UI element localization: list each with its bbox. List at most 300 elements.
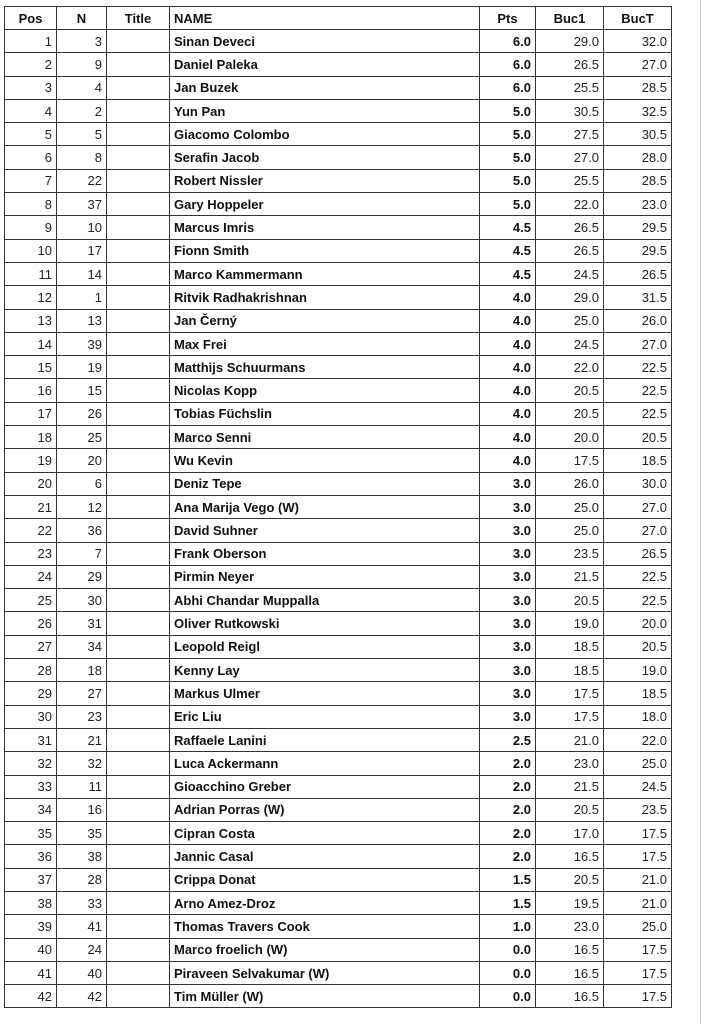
cell-name: Serafin Jacob [170,146,480,169]
cell-pts: 2.0 [480,775,536,798]
cell-pts: 0.0 [480,985,536,1008]
cell-title [107,472,170,495]
cell-pos: 16 [5,379,57,402]
table-row [5,542,672,565]
cell-title [107,239,170,262]
cell-buct: 17.5 [604,845,672,868]
cell-title [107,146,170,169]
table-row [5,752,672,775]
cell-buc1: 20.5 [536,589,604,612]
table-row [5,146,672,169]
table-row [5,798,672,821]
cell-name: Wu Kevin [170,449,480,472]
table-row [5,845,672,868]
cell-buc1: 18.5 [536,659,604,682]
cell-name: Max Frei [170,332,480,355]
cell-n: 34 [57,635,107,658]
table-row [5,612,672,635]
table-row [5,868,672,891]
cell-title [107,53,170,76]
cell-n: 33 [57,891,107,914]
table-row [5,239,672,262]
table-row [5,682,672,705]
cell-title [107,891,170,914]
cell-name: David Suhner [170,519,480,542]
cell-title [107,99,170,122]
cell-buct: 31.5 [604,286,672,309]
cell-pts: 4.0 [480,379,536,402]
cell-title [107,449,170,472]
cell-n: 13 [57,309,107,332]
cell-n: 2 [57,99,107,122]
cell-name: Ritvik Radhakrishnan [170,286,480,309]
cell-buc1: 25.5 [536,76,604,99]
cell-title [107,426,170,449]
cell-n: 8 [57,146,107,169]
cell-name: Giacomo Colombo [170,123,480,146]
cell-name: Jan Černý [170,309,480,332]
cell-name: Oliver Rutkowski [170,612,480,635]
cell-buct: 25.0 [604,752,672,775]
cell-pts: 4.0 [480,449,536,472]
cell-pos: 20 [5,472,57,495]
page-edge-rule [700,0,701,1024]
cell-title [107,752,170,775]
table-row [5,216,672,239]
cell-title [107,309,170,332]
cell-n: 16 [57,798,107,821]
cell-pts: 4.5 [480,239,536,262]
cell-name: Luca Ackermann [170,752,480,775]
cell-pos: 2 [5,53,57,76]
cell-buct: 19.0 [604,659,672,682]
cell-buct: 28.5 [604,76,672,99]
cell-name: Jannic Casal [170,845,480,868]
cell-pts: 4.0 [480,286,536,309]
cell-n: 29 [57,565,107,588]
cell-buct: 22.5 [604,356,672,379]
cell-buct: 26.5 [604,262,672,285]
cell-pts: 3.0 [480,495,536,518]
standings-table [4,6,672,1008]
cell-pos: 29 [5,682,57,705]
cell-buc1: 20.0 [536,426,604,449]
cell-pts: 3.0 [480,635,536,658]
cell-buc1: 20.5 [536,798,604,821]
cell-title [107,635,170,658]
cell-pos: 17 [5,402,57,425]
cell-n: 31 [57,612,107,635]
cell-title [107,379,170,402]
cell-name: Daniel Paleka [170,53,480,76]
cell-name: Marco Kammermann [170,262,480,285]
cell-title [107,402,170,425]
cell-name: Nicolas Kopp [170,379,480,402]
cell-name: Adrian Porras (W) [170,798,480,821]
cell-buct: 20.5 [604,426,672,449]
cell-pts: 0.0 [480,938,536,961]
cell-pos: 26 [5,612,57,635]
cell-pos: 30 [5,705,57,728]
cell-pos: 3 [5,76,57,99]
cell-title [107,495,170,518]
cell-pos: 40 [5,938,57,961]
cell-name: Tim Müller (W) [170,985,480,1008]
cell-buct: 29.5 [604,216,672,239]
cell-name: Frank Oberson [170,542,480,565]
cell-pos: 8 [5,193,57,216]
cell-pts: 2.0 [480,798,536,821]
cell-buct: 26.5 [604,542,672,565]
cell-name: Markus Ulmer [170,682,480,705]
cell-title [107,845,170,868]
cell-buc1: 24.5 [536,332,604,355]
cell-buc1: 25.0 [536,495,604,518]
cell-title [107,332,170,355]
cell-buct: 26.0 [604,309,672,332]
cell-pts: 3.0 [480,542,536,565]
cell-title [107,589,170,612]
table-row [5,635,672,658]
cell-n: 40 [57,961,107,984]
cell-n: 42 [57,985,107,1008]
cell-n: 41 [57,915,107,938]
cell-pts: 4.5 [480,216,536,239]
cell-buc1: 23.0 [536,915,604,938]
cell-pos: 32 [5,752,57,775]
cell-name: Fionn Smith [170,239,480,262]
cell-n: 11 [57,775,107,798]
cell-pos: 35 [5,822,57,845]
cell-name: Marco froelich (W) [170,938,480,961]
cell-pos: 24 [5,565,57,588]
table-row [5,286,672,309]
cell-n: 26 [57,402,107,425]
cell-buct: 27.0 [604,332,672,355]
cell-pos: 38 [5,891,57,914]
table-row [5,705,672,728]
cell-buct: 17.5 [604,961,672,984]
cell-pos: 21 [5,495,57,518]
cell-pts: 3.0 [480,705,536,728]
cell-buc1: 17.5 [536,449,604,472]
cell-buc1: 16.5 [536,938,604,961]
cell-buct: 32.5 [604,99,672,122]
cell-title [107,30,170,53]
cell-buct: 27.0 [604,495,672,518]
cell-name: Kenny Lay [170,659,480,682]
cell-name: Raffaele Lanini [170,728,480,751]
cell-n: 32 [57,752,107,775]
table-row [5,822,672,845]
cell-buct: 30.0 [604,472,672,495]
cell-pts: 0.0 [480,961,536,984]
header-row [5,7,672,30]
cell-title [107,682,170,705]
cell-n: 39 [57,332,107,355]
cell-name: Ana Marija Vego (W) [170,495,480,518]
cell-buct: 17.5 [604,938,672,961]
cell-n: 17 [57,239,107,262]
cell-pts: 3.0 [480,565,536,588]
cell-title [107,985,170,1008]
cell-pos: 5 [5,123,57,146]
cell-buct: 32.0 [604,30,672,53]
cell-buc1: 25.0 [536,309,604,332]
cell-pts: 5.0 [480,169,536,192]
cell-n: 15 [57,379,107,402]
table-row [5,309,672,332]
table-row [5,728,672,751]
cell-buc1: 25.0 [536,519,604,542]
cell-title [107,868,170,891]
cell-buct: 22.5 [604,402,672,425]
cell-buc1: 23.5 [536,542,604,565]
table-row [5,659,672,682]
table-row [5,589,672,612]
cell-buct: 20.0 [604,612,672,635]
cell-pos: 42 [5,985,57,1008]
cell-name: Marcus Imris [170,216,480,239]
cell-name: Abhi Chandar Muppalla [170,589,480,612]
table-row [5,519,672,542]
table-row [5,332,672,355]
table-row [5,985,672,1008]
table-row [5,938,672,961]
cell-buc1: 30.5 [536,99,604,122]
cell-n: 12 [57,495,107,518]
cell-pts: 1.5 [480,868,536,891]
cell-pts: 1.0 [480,915,536,938]
cell-name: Cipran Costa [170,822,480,845]
cell-pos: 12 [5,286,57,309]
cell-name: Leopold Reigl [170,635,480,658]
cell-buct: 18.5 [604,682,672,705]
cell-pts: 2.0 [480,845,536,868]
cell-n: 22 [57,169,107,192]
cell-pts: 4.0 [480,402,536,425]
cell-title [107,915,170,938]
cell-buc1: 26.5 [536,216,604,239]
cell-n: 28 [57,868,107,891]
cell-name: Robert Nissler [170,169,480,192]
cell-title [107,169,170,192]
cell-pts: 3.0 [480,682,536,705]
cell-pts: 3.0 [480,472,536,495]
table-row [5,426,672,449]
cell-buc1: 17.5 [536,705,604,728]
cell-pos: 19 [5,449,57,472]
cell-pts: 6.0 [480,76,536,99]
cell-buc1: 17.5 [536,682,604,705]
cell-buc1: 22.0 [536,356,604,379]
table-row [5,262,672,285]
cell-buct: 21.0 [604,868,672,891]
cell-n: 23 [57,705,107,728]
cell-title [107,798,170,821]
table-row [5,915,672,938]
table-row [5,30,672,53]
cell-pts: 5.0 [480,123,536,146]
column-header-n: N [57,7,107,30]
cell-pts: 5.0 [480,193,536,216]
cell-title [107,961,170,984]
table-row [5,193,672,216]
cell-pos: 15 [5,356,57,379]
cell-pos: 10 [5,239,57,262]
cell-pts: 3.0 [480,589,536,612]
cell-name: Marco Senni [170,426,480,449]
cell-n: 4 [57,76,107,99]
cell-buc1: 21.0 [536,728,604,751]
cell-pos: 25 [5,589,57,612]
cell-title [107,76,170,99]
cell-title [107,612,170,635]
cell-buc1: 22.0 [536,193,604,216]
cell-buc1: 24.5 [536,262,604,285]
cell-pos: 39 [5,915,57,938]
cell-pts: 4.0 [480,309,536,332]
cell-name: Yun Pan [170,99,480,122]
cell-pos: 28 [5,659,57,682]
cell-pts: 3.0 [480,659,536,682]
cell-pos: 33 [5,775,57,798]
cell-buct: 22.5 [604,589,672,612]
cell-buct: 23.0 [604,193,672,216]
table-row [5,565,672,588]
table-row [5,402,672,425]
cell-buct: 21.0 [604,891,672,914]
table-header [5,7,672,30]
cell-n: 36 [57,519,107,542]
column-header-name: NAME [170,7,480,30]
cell-pos: 13 [5,309,57,332]
cell-name: Jan Buzek [170,76,480,99]
cell-pos: 4 [5,99,57,122]
cell-name: Pirmin Neyer [170,565,480,588]
cell-title [107,659,170,682]
table-row [5,379,672,402]
cell-buct: 22.5 [604,565,672,588]
cell-pts: 5.0 [480,146,536,169]
cell-buc1: 21.5 [536,775,604,798]
table-row [5,449,672,472]
cell-n: 35 [57,822,107,845]
cell-pts: 4.5 [480,262,536,285]
cell-buc1: 17.0 [536,822,604,845]
cell-pts: 5.0 [480,99,536,122]
cell-n: 21 [57,728,107,751]
cell-title [107,519,170,542]
cell-buc1: 27.0 [536,146,604,169]
cell-name: Gioacchino Greber [170,775,480,798]
table-body [5,30,672,1008]
cell-pts: 6.0 [480,53,536,76]
cell-buc1: 29.0 [536,286,604,309]
cell-buct: 20.5 [604,635,672,658]
cell-pts: 3.0 [480,519,536,542]
cell-n: 37 [57,193,107,216]
cell-title [107,286,170,309]
cell-buct: 22.0 [604,728,672,751]
cell-pos: 14 [5,332,57,355]
cell-buc1: 16.5 [536,845,604,868]
cell-pos: 23 [5,542,57,565]
cell-name: Arno Amez-Droz [170,891,480,914]
table-row [5,356,672,379]
cell-n: 20 [57,449,107,472]
cell-buct: 23.5 [604,798,672,821]
cell-buct: 30.5 [604,123,672,146]
column-header-buc1: Buc1 [536,7,604,30]
cell-n: 38 [57,845,107,868]
cell-n: 7 [57,542,107,565]
cell-buct: 22.5 [604,379,672,402]
cell-buc1: 21.5 [536,565,604,588]
cell-buc1: 20.5 [536,868,604,891]
cell-name: Sinan Deveci [170,30,480,53]
cell-title [107,565,170,588]
cell-buct: 18.5 [604,449,672,472]
cell-title [107,775,170,798]
cell-buc1: 26.0 [536,472,604,495]
cell-pts: 2.0 [480,822,536,845]
cell-buc1: 16.5 [536,961,604,984]
cell-pts: 6.0 [480,30,536,53]
cell-n: 30 [57,589,107,612]
cell-title [107,193,170,216]
cell-buc1: 16.5 [536,985,604,1008]
cell-name: Deniz Tepe [170,472,480,495]
standings-sheet [4,6,672,1008]
cell-pos: 7 [5,169,57,192]
cell-buc1: 19.5 [536,891,604,914]
cell-name: Thomas Travers Cook [170,915,480,938]
cell-pos: 41 [5,961,57,984]
cell-buc1: 26.5 [536,239,604,262]
cell-title [107,356,170,379]
table-row [5,123,672,146]
cell-buc1: 19.0 [536,612,604,635]
cell-pos: 1 [5,30,57,53]
cell-n: 18 [57,659,107,682]
cell-pts: 4.0 [480,426,536,449]
cell-n: 27 [57,682,107,705]
cell-pos: 34 [5,798,57,821]
cell-n: 6 [57,472,107,495]
cell-title [107,938,170,961]
cell-pos: 37 [5,868,57,891]
cell-pos: 11 [5,262,57,285]
cell-n: 3 [57,30,107,53]
cell-buct: 28.0 [604,146,672,169]
cell-n: 1 [57,286,107,309]
cell-buc1: 23.0 [536,752,604,775]
cell-n: 5 [57,123,107,146]
column-header-title: Title [107,7,170,30]
cell-pos: 27 [5,635,57,658]
column-header-pts: Pts [480,7,536,30]
cell-pos: 9 [5,216,57,239]
cell-name: Tobias Füchslin [170,402,480,425]
cell-buct: 18.0 [604,705,672,728]
cell-buc1: 25.5 [536,169,604,192]
cell-pos: 22 [5,519,57,542]
cell-name: Gary Hoppeler [170,193,480,216]
cell-pos: 18 [5,426,57,449]
cell-buct: 28.5 [604,169,672,192]
cell-pts: 4.0 [480,332,536,355]
